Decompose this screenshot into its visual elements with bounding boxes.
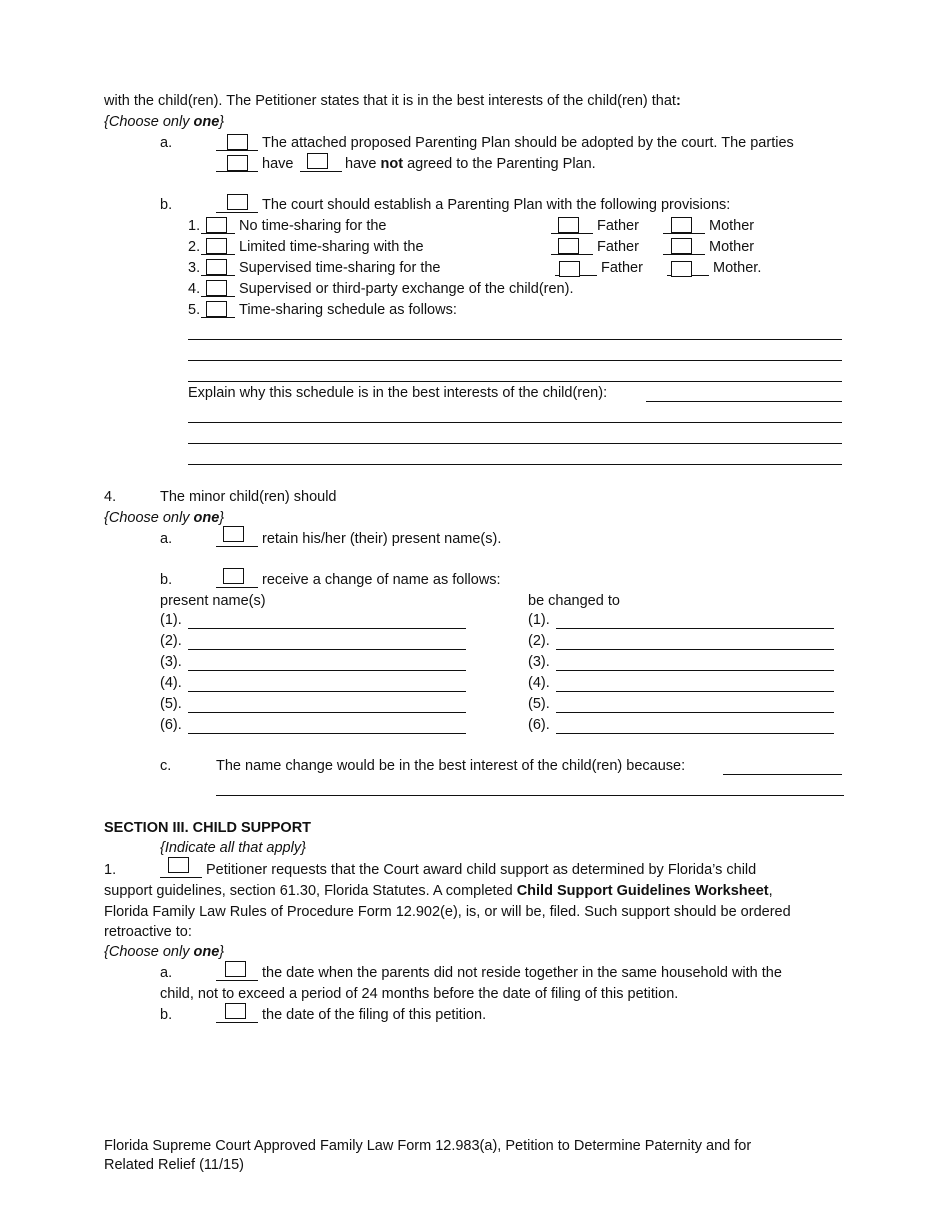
blank-line [216, 980, 258, 981]
changed-to-header: be changed to [528, 593, 620, 609]
blank-line [201, 233, 235, 234]
footer-line-2: Related Relief (11/15) [104, 1157, 244, 1173]
blank-line [201, 317, 235, 318]
item-a-letter: a. [160, 531, 173, 547]
support-text-1: Petitioner requests that the Court award child support as determined by Florida’s child [206, 862, 757, 878]
schedule-line[interactable] [188, 360, 842, 361]
blank-line [201, 275, 235, 276]
blank-line [216, 212, 258, 213]
provision-1-checkbox[interactable] [206, 217, 227, 233]
provision-2-father-checkbox[interactable] [558, 238, 579, 254]
provision-text: No time-sharing for the [239, 218, 387, 234]
mother-label: Mother [709, 218, 755, 234]
blank-line [201, 254, 235, 255]
mother-label: Mother [709, 239, 755, 255]
present-name-line[interactable] [188, 628, 466, 629]
establish-plan-checkbox[interactable] [227, 194, 248, 210]
retain-name-text: retain his/her (their) present name(s). [262, 531, 502, 547]
change-name-text: receive a change of name as follows: [262, 572, 501, 588]
blank-line [160, 877, 202, 878]
choose-suffix: } [219, 510, 225, 526]
present-row-label: (3). [160, 654, 182, 670]
blank-line [216, 1022, 258, 1023]
choose-one-note [104, 510, 224, 526]
father-label: Father [597, 218, 639, 234]
item-a-text: The attached proposed Parenting Plan should be adopted by the court. The parties [262, 135, 794, 151]
provision-text: Limited time-sharing with the [239, 239, 424, 255]
section-title: SECTION III. CHILD SUPPORT [104, 820, 312, 836]
present-row-label: (6). [160, 717, 182, 733]
changed-row-label: (1). [528, 612, 550, 628]
provision-text: Time-sharing schedule as follows: [239, 302, 457, 318]
blank-line [551, 233, 593, 234]
present-name-line[interactable] [188, 691, 466, 692]
schedule-line[interactable] [188, 339, 842, 340]
blank-line [551, 254, 593, 255]
have-not-text [345, 156, 596, 172]
choose-prefix: {Choose only [104, 944, 194, 960]
support-text-4: retroactive to: [104, 924, 192, 940]
support-text-2 [104, 883, 773, 899]
changed-row-label: (3). [528, 654, 550, 670]
present-name-line[interactable] [188, 733, 466, 734]
parties-have-not-checkbox[interactable] [307, 153, 328, 169]
provision-num: 1. [188, 218, 201, 234]
choose-one-note [104, 944, 224, 960]
explain-line[interactable] [188, 443, 842, 444]
provision-3-checkbox[interactable] [206, 259, 227, 275]
retro-filing-date-checkbox[interactable] [225, 1003, 246, 1019]
present-row-label: (2). [160, 633, 182, 649]
intro-colon: : [675, 93, 681, 109]
provision-2-checkbox[interactable] [206, 238, 227, 254]
changed-row-label: (4). [528, 675, 550, 691]
provision-1-father-checkbox[interactable] [558, 217, 579, 233]
blank-line [201, 296, 235, 297]
explain-label: Explain why this schedule is in the best interests of the child(ren): [188, 385, 608, 401]
changed-name-line[interactable] [556, 733, 834, 734]
changed-row-label: (6). [528, 717, 550, 733]
provision-3-mother-checkbox[interactable] [671, 261, 692, 277]
item-b-text: The court should establish a Parenting Plan with the following provisions: [262, 197, 731, 213]
retro-a-text-2: child, not to exceed a period of 24 months before the date of filing of this petition. [160, 986, 679, 1002]
changed-name-line[interactable] [556, 712, 834, 713]
have-label: have [262, 156, 294, 172]
changed-name-line[interactable] [556, 649, 834, 650]
indicate-note: {Indicate all that apply} [160, 840, 306, 856]
choose-prefix: {Choose only [104, 114, 194, 130]
reason-line[interactable] [216, 795, 844, 796]
blank-line [663, 233, 705, 234]
choose-one-word: one [193, 510, 220, 526]
provision-num: 3. [188, 260, 201, 276]
present-row-label: (5). [160, 696, 182, 712]
changed-row-label: (2). [528, 633, 550, 649]
child-support-checkbox[interactable] [168, 857, 189, 873]
choose-suffix: } [219, 114, 225, 130]
section-4-num: 4. [104, 489, 117, 505]
present-row-label: (4). [160, 675, 182, 691]
item-c-letter: c. [160, 758, 172, 774]
retro-b-text: the date of the filing of this petition. [262, 1007, 487, 1023]
section-3-num: 1. [104, 862, 117, 878]
blank-line [300, 171, 342, 172]
name-change-reason-label: The name change would be in the best interest of the child(ren) because: [216, 758, 686, 774]
item-a-letter: a. [160, 965, 173, 981]
section-4-text: The minor child(ren) should [160, 489, 337, 505]
item-b-letter: b. [160, 1007, 173, 1023]
choose-prefix: {Choose only [104, 510, 194, 526]
intro-line [104, 93, 681, 109]
present-name-header: present name(s) [160, 593, 266, 609]
provision-text: Supervised or third-party exchange of the child(ren). [239, 281, 574, 297]
provision-num: 4. [188, 281, 201, 297]
changed-row-label: (5). [528, 696, 550, 712]
choose-one-word: one [193, 114, 220, 130]
support-text-3: Florida Family Law Rules of Procedure Form 12.902(e), is, or will be, filed. Such support should be ordered [104, 904, 791, 920]
support-text-2c: , [768, 883, 773, 899]
agreed-text: agreed to the Parenting Plan. [407, 156, 596, 172]
provision-text: Supervised time-sharing for the [239, 260, 441, 276]
retain-name-checkbox[interactable] [223, 526, 244, 542]
intro-text: with the child(ren). The Petitioner states that it is in the best interests of the child(ren) that [104, 93, 676, 109]
father-label: Father [597, 239, 639, 255]
schedule-line[interactable] [188, 381, 842, 382]
explain-line[interactable] [188, 464, 842, 465]
worksheet-title: Child Support Guidelines Worksheet [516, 883, 769, 899]
provision-2-mother-checkbox[interactable] [671, 238, 692, 254]
provision-num: 5. [188, 302, 201, 318]
provision-3-father-checkbox[interactable] [559, 261, 580, 277]
reason-line[interactable] [723, 774, 842, 775]
choose-one-word: one [193, 944, 220, 960]
footer-line-1: Florida Supreme Court Approved Family Law Form 12.983(a), Petition to Determine Paternity and for [104, 1138, 752, 1154]
present-name-line[interactable] [188, 712, 466, 713]
retro-date-apart-checkbox[interactable] [225, 961, 246, 977]
choose-suffix: } [219, 944, 225, 960]
adopt-plan-checkbox[interactable] [227, 134, 248, 150]
have-label-2: have [345, 156, 377, 172]
mother-label: Mother. [713, 260, 762, 276]
explain-line[interactable] [646, 401, 842, 402]
blank-line [216, 587, 258, 588]
blank-line [216, 546, 258, 547]
blank-line [663, 254, 705, 255]
not-word: not [380, 156, 404, 172]
changed-name-line[interactable] [556, 670, 834, 671]
item-b-letter: b. [160, 197, 173, 213]
retro-a-text-1: the date when the parents did not reside together in the same household with the [262, 965, 782, 981]
blank-line [216, 150, 258, 151]
choose-one-note [104, 114, 224, 130]
present-name-line[interactable] [188, 670, 466, 671]
provision-5-checkbox[interactable] [206, 301, 227, 317]
father-label: Father [601, 260, 643, 276]
item-b-letter: b. [160, 572, 173, 588]
present-row-label: (1). [160, 612, 182, 628]
changed-name-line[interactable] [556, 691, 834, 692]
parties-have-checkbox[interactable] [227, 155, 248, 171]
item-a-letter: a. [160, 135, 173, 151]
changed-name-line[interactable] [556, 628, 834, 629]
provision-num: 2. [188, 239, 201, 255]
change-name-checkbox[interactable] [223, 568, 244, 584]
explain-line[interactable] [188, 422, 842, 423]
provision-1-mother-checkbox[interactable] [671, 217, 692, 233]
support-text-2a: support guidelines, section 61.30, Florida Statutes. A completed [104, 883, 517, 899]
provision-4-checkbox[interactable] [206, 280, 227, 296]
present-name-line[interactable] [188, 649, 466, 650]
blank-line [216, 171, 258, 172]
